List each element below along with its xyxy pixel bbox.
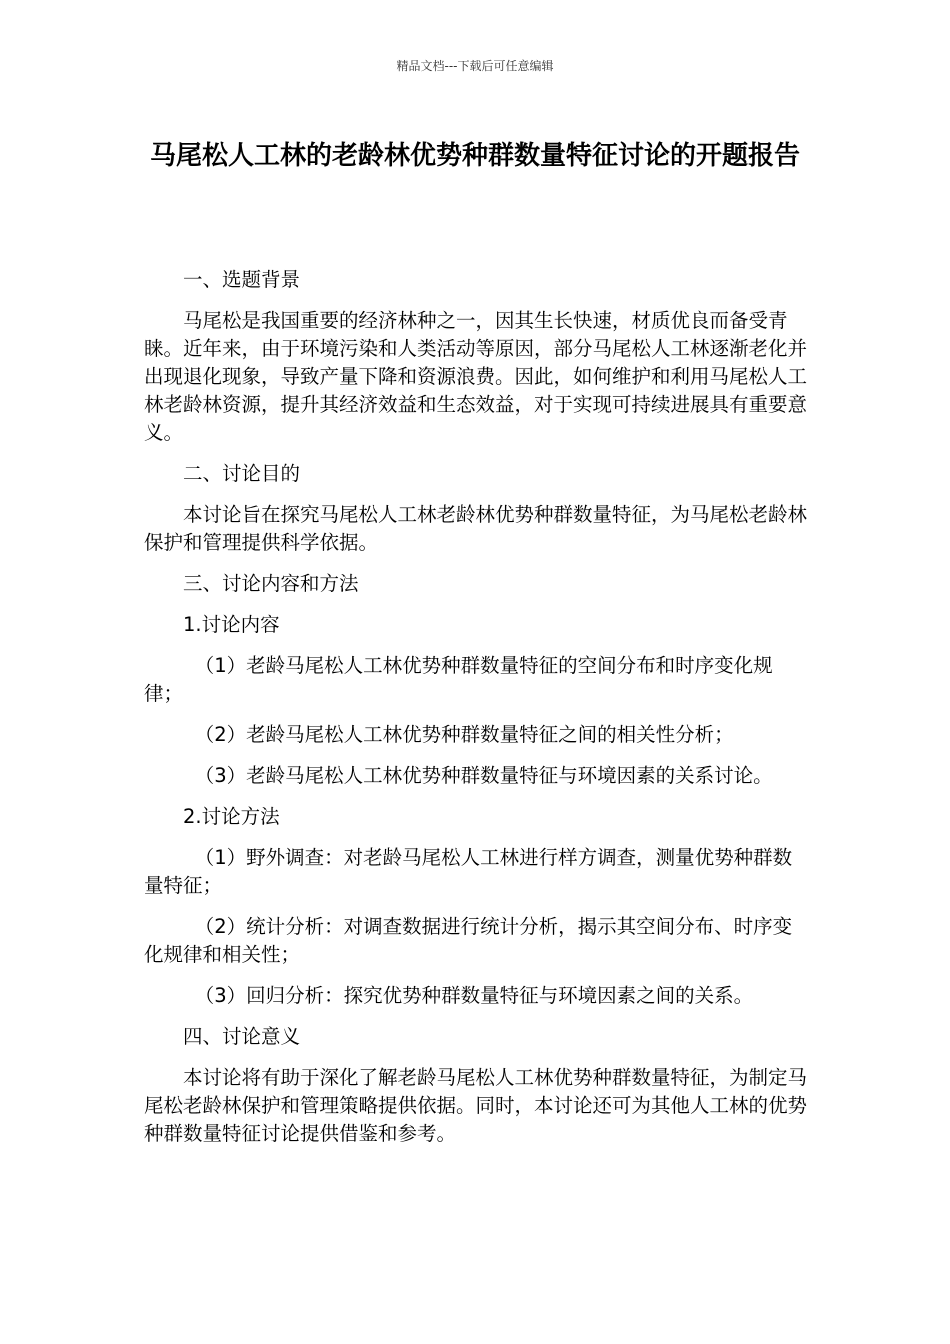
document-body xyxy=(144,266,808,1148)
section-heading-content-method: 三、讨论内容和方法 xyxy=(183,572,359,595)
list-item: （1）野外调查：对老龄马尾松人工林进行样方调查，测量优势种群数量特征； xyxy=(144,846,793,897)
section-heading-significance: 四、讨论意义 xyxy=(183,1025,301,1048)
section-heading-background: 一、选题背景 xyxy=(183,268,301,291)
section-heading-purpose: 二、讨论目的 xyxy=(183,462,301,485)
list-item: （1）老龄马尾松人工林优势种群数量特征的空间分布和时序变化规律； xyxy=(144,654,773,705)
list-item: （3）回归分析：探究优势种群数量特征与环境因素之间的关系。 xyxy=(194,984,754,1007)
header-note: 精品文档---下载后可任意编辑 xyxy=(396,59,554,73)
paragraph-background: 马尾松是我国重要的经济林种之一，因其生长快速，材质优良而备受青睐。近年来，由于环境污染和人类活动等原因，部分马尾松人工林逐渐老化并出现退化现象，导致产量下降和资源浪费。因此，如何维护和利用马尾松人工林老龄林资源，提升其经济效益和生态效益，对于实现可持续进展具有重要意义。 xyxy=(144,309,808,444)
document-title: 马尾松人工林的老龄林优势种群数量特征讨论的开题报告 xyxy=(149,141,800,171)
list-item: （2）老龄马尾松人工林优势种群数量特征之间的相关性分析； xyxy=(194,723,734,746)
list-item: （3）老龄马尾松人工林优势种群数量特征与环境因素的关系讨论。 xyxy=(194,764,773,787)
subheading-method: 2.讨论方法 xyxy=(183,805,280,828)
list-item: （2）统计分析：对调查数据进行统计分析，揭示其空间分布、时序变化规律和相关性； xyxy=(144,915,793,966)
paragraph-purpose: 本讨论旨在探究马尾松人工林老龄林优势种群数量特征，为马尾松老龄林保护和管理提供科学依据。 xyxy=(144,503,808,554)
subheading-content: 1.讨论内容 xyxy=(183,613,280,636)
paragraph-significance: 本讨论将有助于深化了解老龄马尾松人工林优势种群数量特征，为制定马尾松老龄林保护和管理策略提供依据。同时，本讨论还可为其他人工林的优势种群数量特征讨论提供借鉴和参考。 xyxy=(144,1066,808,1145)
